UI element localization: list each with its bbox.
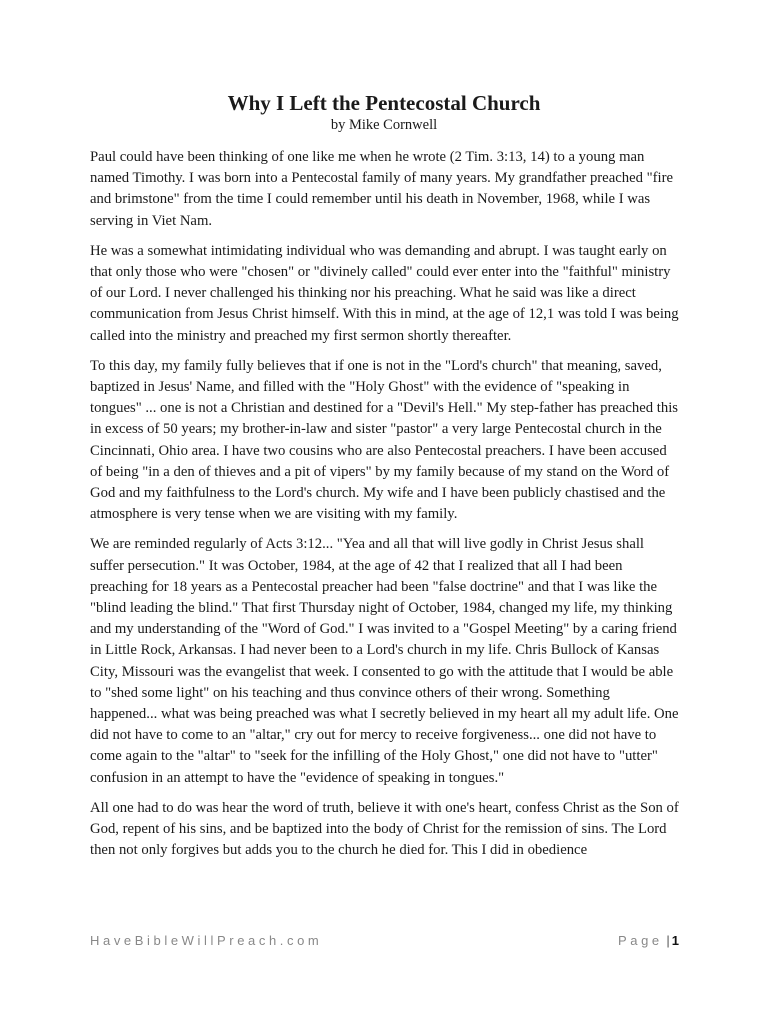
footer-separator: | [666, 933, 670, 948]
author-byline: by Mike Cornwell [330, 117, 438, 133]
footer-page-number: 1 [671, 933, 679, 948]
paragraph-1: Paul could have been thinking of one like me when he wrote (2 Tim. 3:13, 14) to a young man named Timothy. I was born into a Pentecostal family of many years. My grandfather preached "fire and brimstone" from the time I could remember until his death in November, 1968, while I was serving in Viet Nam. [90, 149, 673, 229]
paragraph-2: He was a somewhat intimidating individual who was demanding and abrupt. I was taught early on that only those who were "chosen" or "divinely called" could ever enter into the "faithful" ministry of our Lord. I never challenged his thinking nor his preaching. What he said was like a direct communication from Jesus Christ himself. With this in mind, at the age of 12,1 was told I was being called into the ministry and preached my first sermon shortly thereafter. [90, 242, 679, 344]
footer-site-name: HaveBibleWillPreach.com [90, 933, 323, 948]
paragraph-4: We are reminded regularly of Acts 3:12... "Yea and all that will live godly in Christ Jesus shall suffer persecution." It was October, 1984, at the age of 42 that I realized that all I had been preaching for 18 years as a Pentecostal preacher had been "false doctrine" and that I was like the "blind leading the blind." That first Thursday night of October, 1984, changed my life, my thinking and my understanding of the "Word of God." I was invited to a "Gospel Meeting" by a caring friend in Little Rock, Arkansas. I had never been to a Lord's church in my life. Chris Bullock of Kansas City, Missouri was the evangelist that week. I consented to go with the attitude that I would be able to "shed some light" on his teaching and thus convince others of their wrong. Something happened... what was being preached was what I secretly believed in my heart all my adult life. One did not have to come to an "altar," cry out for mercy to receive forgiveness... one did not have to come again to the "altar" to "seek for the infilling of the Holy Ghost," one did not have to "utter" confusion in an attempt to have the "evidence of speaking in tongues." [90, 536, 679, 786]
paragraph-5: All one had to do was hear the word of truth, believe it with one's heart, confess Christ as the Son of God, repent of his sins, and be baptized into the body of Christ for the remission of sins. The Lord then not only forgives but adds you to the church he died for. This I did in obedience [90, 799, 679, 859]
footer-page-indicator [618, 932, 679, 950]
footer-page-label: Page [617, 933, 663, 948]
page-title: Why I Left the Pentecostal Church [227, 91, 541, 115]
paragraph-3: To this day, my family fully believes that if one is not in the "Lord's church" that meaning, saved, baptized in Jesus' Name, and filled with the "Holy Ghost" with the evidence of "speaking in tongues" ... one is not a Christian and destined for a "Devil's Hell." My step-father has preached this in excess of 50 years; my brother-in-law and sister "pastor" a very large Pentecostal church in the Cincinnati, Ohio area. I have two cousins who are also Pentecostal preachers. I have been accused of being "in a den of thieves and a pit of vipers" by my family because of my stand on the Word of God and my faithfulness to the Lord's church. My wife and I have been publicly chastised and the atmosphere is very tense when we are visiting with my family. [90, 357, 679, 523]
article-body [90, 147, 680, 871]
